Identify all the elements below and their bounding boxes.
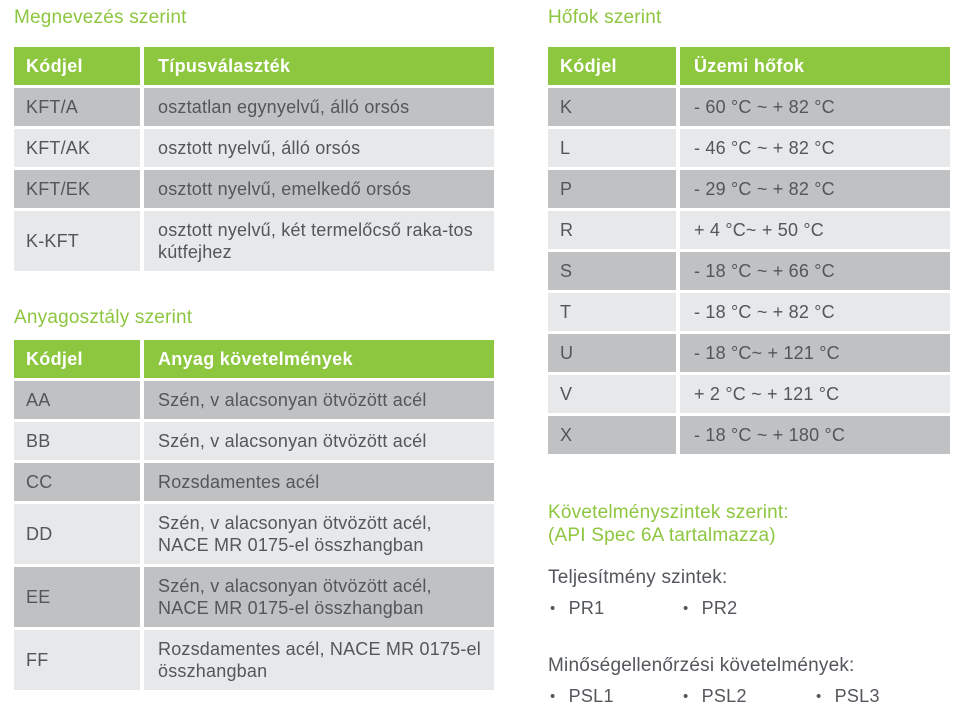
- column-header-kodjel: Kódjel: [548, 47, 676, 85]
- table-row: [548, 416, 950, 454]
- section-title-anyagosztaly: Anyagosztály szerint: [14, 307, 193, 328]
- kovetelmenyszintek-line2: (API Spec 6A tartalmazza): [548, 525, 776, 546]
- list-item-label: PSL1: [568, 686, 614, 706]
- list-item: [548, 686, 681, 707]
- right-column: [548, 0, 950, 707]
- list-item-label: PR2: [701, 598, 738, 618]
- code-cell: DD: [14, 504, 140, 564]
- table-row: [14, 504, 494, 564]
- table-row: [548, 211, 950, 249]
- value-cell: osztatlan egynyelvű, álló orsós: [144, 88, 494, 126]
- value-cell: + 2 °C ~ + 121 °C: [680, 375, 950, 413]
- table-row: [548, 88, 950, 126]
- code-cell: K-KFT: [14, 211, 140, 271]
- value-cell: osztott nyelvű, emelkedő orsós: [144, 170, 494, 208]
- value-cell: - 18 °C ~ + 82 °C: [680, 293, 950, 331]
- section-title-megnevezes: Megnevezés szerint: [14, 7, 187, 28]
- table-megnevezes-header: [14, 47, 494, 85]
- code-cell: T: [548, 293, 676, 331]
- section-title-kovetelmenyszintek: [548, 501, 950, 547]
- code-cell: KFT/A: [14, 88, 140, 126]
- value-cell: Rozsdamentes acél: [144, 463, 494, 501]
- column-header-kodjel: Kódjel: [14, 47, 140, 85]
- column-header-anyag-kovetelmenyek: Anyag követelmények: [144, 340, 494, 378]
- value-cell: Szén, v alacsonyan ötvözött acél, NACE MR 0175-el összhangban: [144, 567, 494, 627]
- quality-requirements-list: [548, 686, 950, 707]
- bullet-icon: •: [683, 687, 689, 705]
- code-cell: AA: [14, 381, 140, 419]
- table-row: [14, 170, 494, 208]
- value-cell: osztott nyelvű, két termelőcső raka-tos kútfejhez: [144, 211, 494, 271]
- table-anyagosztaly-header: [14, 340, 494, 378]
- table-row: [548, 375, 950, 413]
- value-cell: - 29 °C ~ + 82 °C: [680, 170, 950, 208]
- list-item-label: PSL3: [834, 686, 880, 706]
- table-megnevezes: [14, 47, 494, 271]
- table-row: [14, 211, 494, 271]
- list-item: [681, 686, 814, 707]
- table-row: [548, 252, 950, 290]
- bullet-icon: •: [816, 687, 822, 705]
- list-item: [814, 686, 947, 707]
- table-row: [548, 334, 950, 372]
- code-cell: U: [548, 334, 676, 372]
- table-row: [548, 293, 950, 331]
- code-cell: EE: [14, 567, 140, 627]
- code-cell: X: [548, 416, 676, 454]
- list-item: [681, 598, 814, 619]
- code-cell: L: [548, 129, 676, 167]
- value-cell: osztott nyelvű, álló orsós: [144, 129, 494, 167]
- code-cell: P: [548, 170, 676, 208]
- code-cell: BB: [14, 422, 140, 460]
- value-cell: Szén, v alacsonyan ötvözött acél: [144, 381, 494, 419]
- code-cell: FF: [14, 630, 140, 690]
- section-title-hofok: Hőfok szerint: [548, 7, 662, 28]
- table-row: [14, 630, 494, 690]
- list-item-label: PR1: [568, 598, 605, 618]
- code-cell: R: [548, 211, 676, 249]
- table-row: [14, 88, 494, 126]
- code-cell: KFT/EK: [14, 170, 140, 208]
- table-anyagosztaly: [14, 340, 494, 690]
- table-row: [548, 170, 950, 208]
- quality-requirements-label: Minőségellenőrzési követelmények:: [548, 655, 855, 676]
- value-cell: + 4 °C~ + 50 °C: [680, 211, 950, 249]
- bullet-icon: •: [550, 599, 556, 617]
- code-cell: V: [548, 375, 676, 413]
- value-cell: - 46 °C ~ + 82 °C: [680, 129, 950, 167]
- table-hofok-header: [548, 47, 950, 85]
- bullet-icon: •: [683, 599, 689, 617]
- column-header-tipusvalasztek: Típusválaszték: [144, 47, 494, 85]
- performance-levels-list: [548, 598, 950, 619]
- kovetelmenyszintek-line1: Követelményszintek szerint:: [548, 502, 789, 523]
- left-column: [14, 0, 494, 690]
- table-row: [14, 463, 494, 501]
- value-cell: Szén, v alacsonyan ötvözött acél: [144, 422, 494, 460]
- bullet-icon: •: [550, 687, 556, 705]
- table-row: [548, 129, 950, 167]
- column-header-kodjel: Kódjel: [14, 340, 140, 378]
- value-cell: Szén, v alacsonyan ötvözött acél, NACE MR 0175-el összhangban: [144, 504, 494, 564]
- code-cell: KFT/AK: [14, 129, 140, 167]
- column-header-uzemi-hofok: Üzemi hőfok: [680, 47, 950, 85]
- value-cell: - 60 °C ~ + 82 °C: [680, 88, 950, 126]
- value-cell: - 18 °C ~ + 66 °C: [680, 252, 950, 290]
- value-cell: Rozsdamentes acél, NACE MR 0175-el összhangban: [144, 630, 494, 690]
- value-cell: - 18 °C~ + 121 °C: [680, 334, 950, 372]
- table-row: [14, 422, 494, 460]
- list-item: [548, 598, 681, 619]
- table-row: [14, 129, 494, 167]
- table-row: [14, 381, 494, 419]
- table-row: [14, 567, 494, 627]
- code-cell: S: [548, 252, 676, 290]
- list-item-label: PSL2: [701, 686, 747, 706]
- performance-levels-label: Teljesítmény szintek:: [548, 567, 728, 588]
- code-cell: K: [548, 88, 676, 126]
- value-cell: - 18 °C ~ + 180 °C: [680, 416, 950, 454]
- code-cell: CC: [14, 463, 140, 501]
- table-hofok: [548, 47, 950, 454]
